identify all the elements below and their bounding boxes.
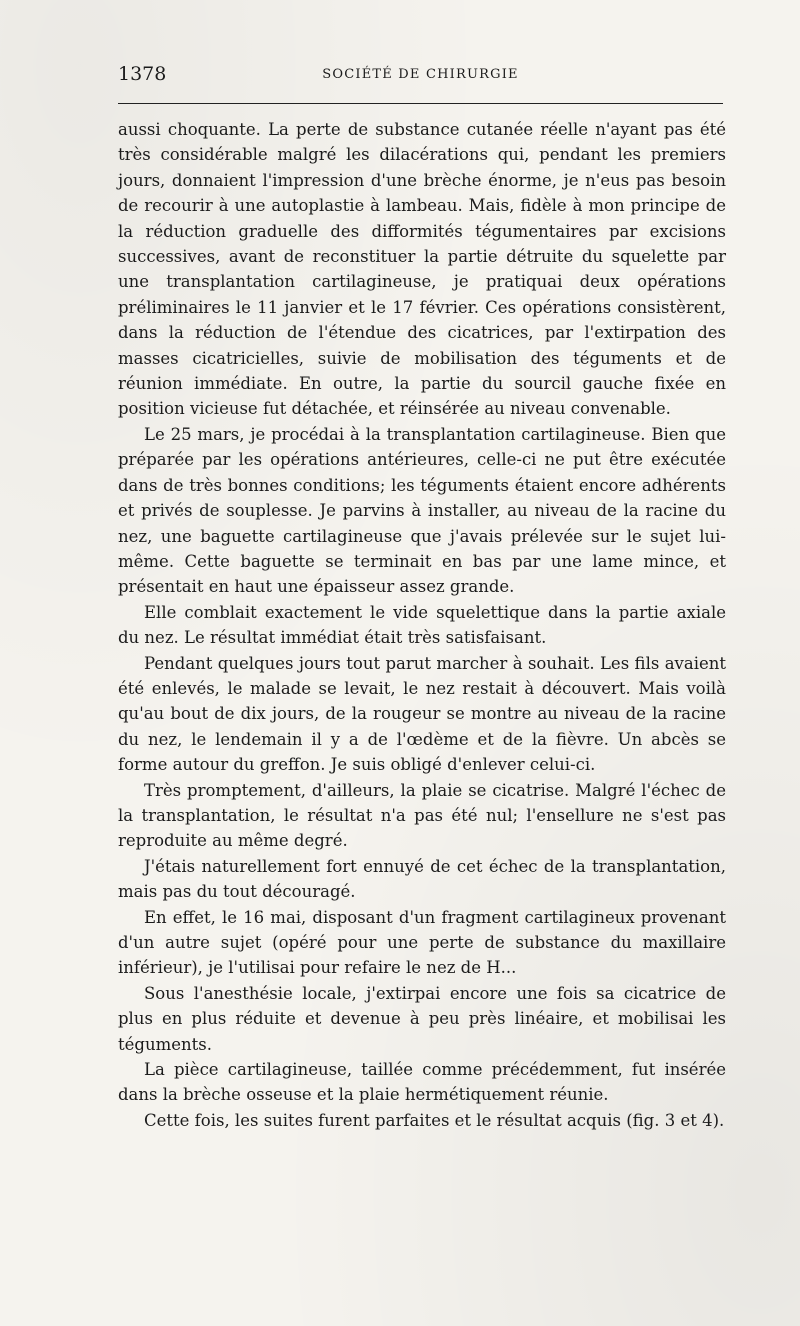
body-text xyxy=(118,117,726,1133)
running-title: SOCIÉTÉ DE CHIRURGIE xyxy=(322,67,519,82)
paragraph: Cette fois, les suites furent parfaites et le résultat acquis (fig. 3 et 4). xyxy=(144,1110,725,1130)
paragraph: J'étais naturellement fort ennuyé de cet échec de la transplantation, mais pas du tout découragé. xyxy=(118,856,726,902)
paragraph: En effet, le 16 mai, disposant d'un fragment cartilagineux provenant d'un autre sujet (opéré pour une perte de substance du maxillaire inférieur), je l'utilisai pour refaire le nez de H... xyxy=(118,907,726,978)
paragraph: La pièce cartilagineuse, taillée comme précédemment, fut insérée dans la brèche osseuse et la plaie hermétiquement réunie. xyxy=(118,1060,726,1105)
paragraph: Le 25 mars, je procédai à la transplantation cartilagineuse. Bien que préparée par les opérations antérieures, celle-ci ne put être exécutée dans de très bonnes conditions; les téguments étaient encore adhérents et privés de souplesse. Je parvins à installer, au niveau de la racine du nez, une baguette cartilagineuse que j'avais prélevée sur le sujet lui-même. Cette baguette se terminait en bas par une lame mince, et présentait en haut une épaisseur assez grande. xyxy=(118,424,726,597)
page-header xyxy=(118,63,723,93)
paragraph: Elle comblait exactement le vide squelettique dans la partie axiale du nez. Le résultat immédiat était très satisfaisant. xyxy=(118,602,726,648)
paragraph: aussi choquante. La perte de substance cutanée réelle n'ayant pas été très considérable malgré les dilacérations qui, pendant les premiers jours, donnaient l'impression d'une brèche énorme, je n'eus pas besoin de recourir à une autoplastie à lambeau. Mais, fidèle à mon principe de la réduction graduelle des difformités tégumentaires par excisions successives, avant de reconstituer la partie détruite du squelette par une transplantation cartilagineuse, je pratiquai deux opérations préliminaires le 11 janvier et le 17 février. Ces opérations consistèrent, dans la réduction de l'étendue des cicatrices, par l'extirpation des masses cicatricielles, suivie de mobilisation des téguments et de réunion immédiate. En outre, la partie du sourcil gauche fixée en position vicieuse fut détachée, et réinsérée au niveau convenable. xyxy=(118,120,726,419)
paragraph: Sous l'anesthésie locale, j'extirpai encore une fois sa cicatrice de plus en plus réduite et devenue à peu près linéaire, et mobilisai les téguments. xyxy=(118,983,726,1054)
paragraph: Très promptement, d'ailleurs, la plaie se cicatrise. Malgré l'échec de la transplantation, le résultat n'a pas été nul; l'ensellure ne s'est pas reproduite au même degré. xyxy=(118,780,726,851)
paragraph: Pendant quelques jours tout parut marcher à souhait. Les fils avaient été enlevés, le malade se levait, le nez restait à découvert. Mais voilà qu'au bout de dix jours, de la rougeur se montre au niveau de la racine du nez, le lendemain il y a de l'œdème et de la fièvre. Un abcès se forme autour du greffon. Je suis obligé d'enlever celui-ci. xyxy=(118,653,726,775)
header-rule xyxy=(118,103,723,104)
page-number: 1378 xyxy=(118,63,167,85)
